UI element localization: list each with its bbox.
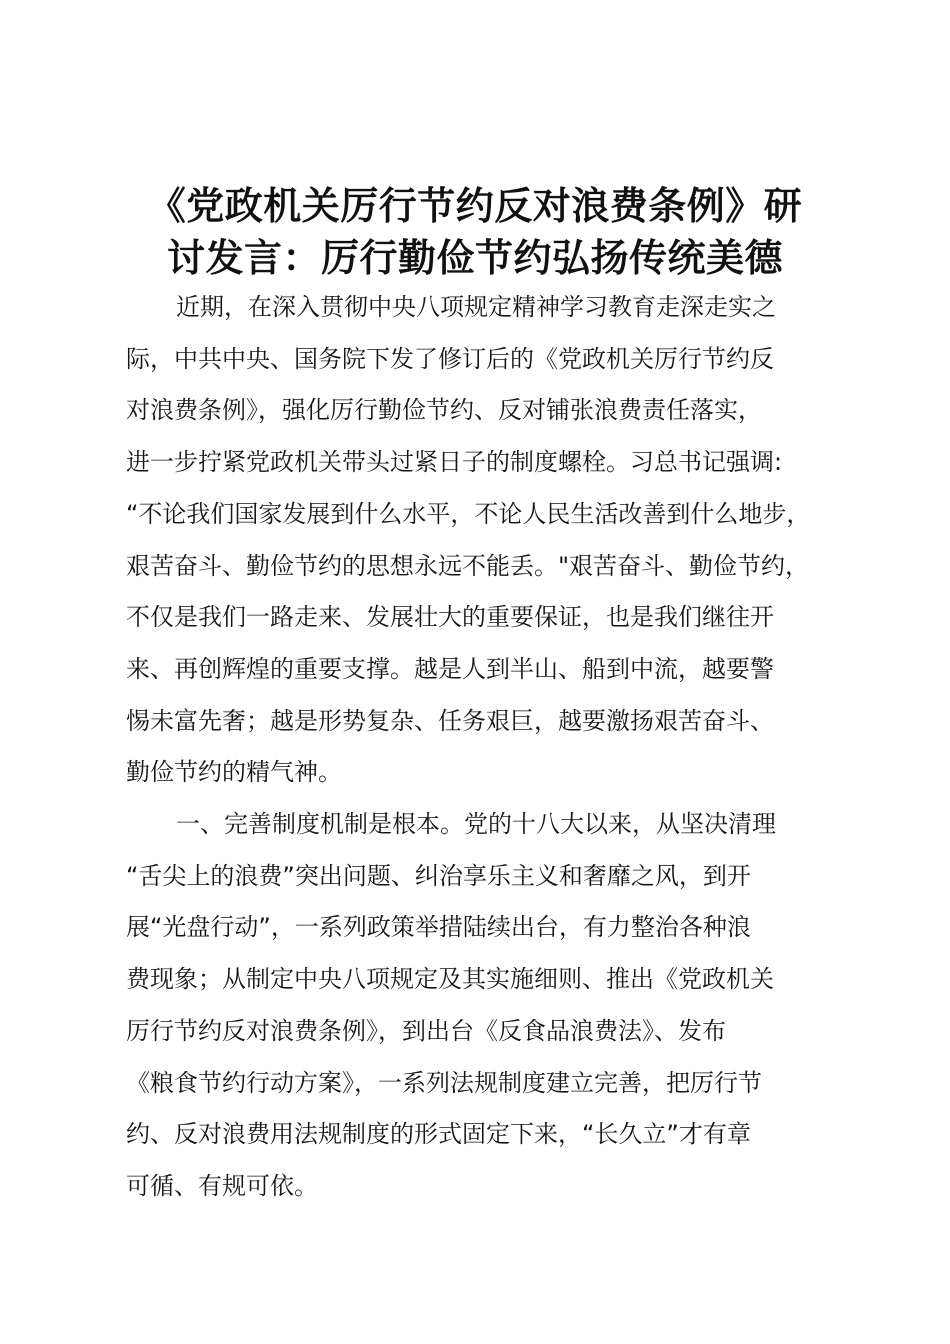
paragraph-section-1 [126,799,851,1213]
paragraph-line: 展“光盘行动”，一系列政策举措陆续出台，有力整治各种浪 [126,913,751,942]
paragraph-line: 际，中共中央、国务院下发了修订后的《党政机关厉行节约反 [126,344,774,373]
document-body [126,282,851,1213]
paragraph-intro [126,282,851,799]
paragraph-line: 《粮食节约行动方案》，一系列法规制度建立完善，把厉行节 [126,1068,762,1097]
paragraph-line: 惕未富先奢；越是形势复杂、任务艰巨，越要激扬艰苦奋斗、 [126,706,774,735]
title-line-2: 讨发言：厉行勤俭节约弘扬传统美德 [166,236,783,280]
paragraph-line: 进一步拧紧党政机关带头过紧日子的制度螺栓。习总书记强调: [126,448,783,477]
paragraph-line: “舌尖上的浪费”突出问题、纠治享乐主义和奢靡之风，到开 [126,861,751,890]
paragraph-line: 勤俭节约的精气神。 [126,758,342,787]
paragraph-line: 不仅是我们一路走来、发展壮大的重要保证，也是我们继往开 [126,603,774,632]
title-line-1: 《党政机关厉行节约反对浪费条例》研 [147,184,803,228]
paragraph-line: 对浪费条例》，强化厉行勤俭节约、反对铺张浪费责任落实， [126,396,762,425]
paragraph-line: 来、再创辉煌的重要支撑。越是人到半山、船到中流，越要警 [126,654,774,683]
paragraph-line: “不论我们国家发展到什么水平，不论人民生活改善到什么地步， [126,499,811,528]
paragraph-line: 可循、有规可依。 [126,1171,318,1200]
paragraph-line: 艰苦奋斗、勤俭节约的思想永远不能丢。"艰苦奋斗、勤俭节约， [126,551,810,580]
paragraph-line: 近期，在深入贯彻中央八项规定精神学习教育走深走实之 [176,293,776,321]
paragraph-line: 费现象；从制定中央八项规定及其实施细则、推出《党政机关 [126,965,774,994]
paragraph-line: 厉行节约反对浪费条例》，到出台《反食品浪费法》、发布 [126,1016,726,1045]
paragraph-line: 约、反对浪费用法规制度的形式固定下来，“长久立”才有章 [126,1120,751,1149]
document-title [100,180,850,284]
paragraph-line: 一、完善制度机制是根本。党的十八大以来，从坚决清理 [176,810,776,839]
